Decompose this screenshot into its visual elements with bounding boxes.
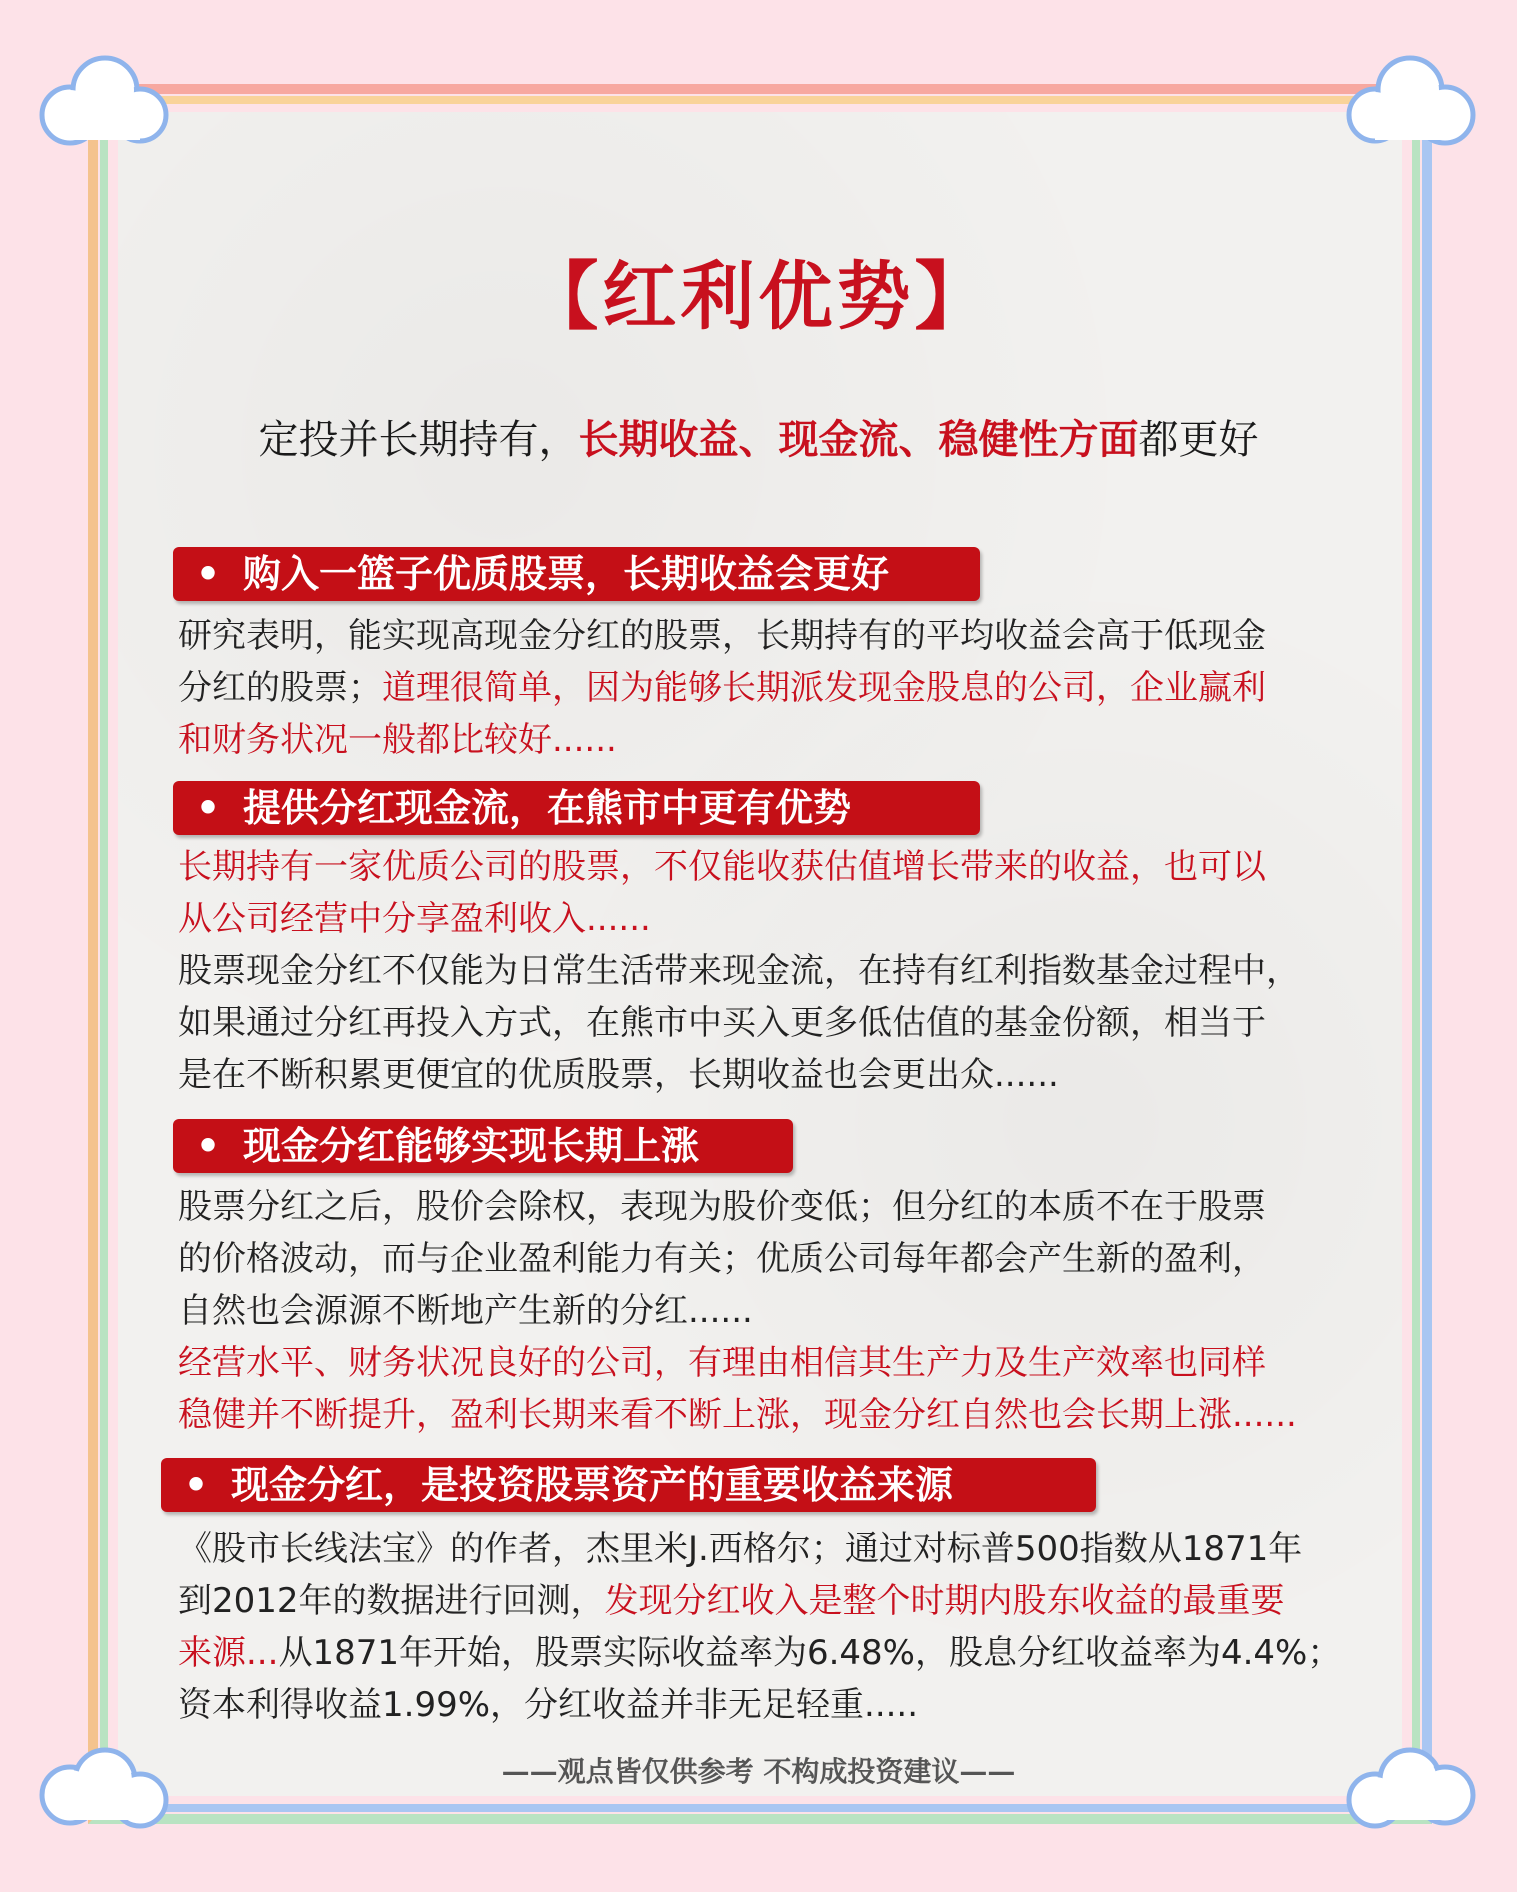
subtitle-text: 都更好 [1138, 417, 1259, 463]
section-body [178, 610, 1266, 766]
body-text: 《股市长线法宝》的作者，杰里米J.西格尔；通过对标普500指数从1871年 [178, 1529, 1303, 1569]
body-text: 从1871年开始，股票实际收益率为6.48%，股息分红收益率为4.4%； [278, 1633, 1342, 1673]
heading-text: 现金分红，是投资股票资产的重要收益来源 [231, 1462, 954, 1507]
section-body [178, 1523, 1341, 1731]
body-line [178, 714, 1266, 766]
body-text: 到2012年的数据进行回测， [178, 1581, 605, 1621]
highlight-text: 稳健并不断提升，盈利长期来看不断上涨，现金分红自然也会长期上涨...... [178, 1395, 1297, 1435]
section-heading [173, 547, 980, 601]
section-heading [173, 781, 980, 835]
body-line [178, 610, 1266, 662]
body-line [178, 1049, 1300, 1101]
bullet-icon: • [195, 551, 221, 596]
body-text: 资本利得收益1.99%，分红收益并非无足轻重..... [178, 1685, 919, 1725]
body-line [178, 945, 1300, 997]
body-line [178, 1337, 1297, 1389]
body-line [178, 1181, 1297, 1233]
body-line [178, 1679, 1341, 1731]
body-line [178, 997, 1300, 1049]
body-line [178, 841, 1300, 893]
heading-text: 购入一篮子优质股票，长期收益会更好 [243, 551, 890, 596]
body-line [178, 1233, 1297, 1285]
section-heading [173, 1119, 793, 1173]
heading-text: 提供分红现金流，在熊市中更有优势 [243, 785, 852, 830]
bullet-icon: • [183, 1462, 209, 1507]
body-text: 分红的股票； [178, 668, 382, 708]
body-line [178, 1389, 1297, 1441]
highlight-text: 发现分红收入是整个时期内股东收益的最重要 [604, 1581, 1285, 1621]
body-text: 自然也会源源不断地产生新的分红...... [178, 1291, 753, 1331]
body-text: 如果通过分红再投入方式，在熊市中买入更多低估值的基金份额，相当于 [178, 1003, 1266, 1043]
highlight-text: 经营水平、财务状况良好的公司，有理由相信其生产力及生产效率也同样 [178, 1343, 1266, 1383]
subtitle [0, 408, 1517, 465]
highlight-text: 从公司经营中分享盈利收入...... [178, 899, 651, 939]
body-text: 是在不断积累更便宜的优质股票，长期收益也会更出众...... [178, 1055, 1059, 1095]
body-line [178, 1627, 1341, 1679]
section-body [178, 841, 1300, 1101]
section-heading [161, 1458, 1096, 1512]
body-text: 研究表明，能实现高现金分红的股票，长期持有的平均收益会高于低现金 [178, 616, 1266, 656]
body-text: 股票分红之后，股价会除权，表现为股价变低；但分红的本质不在于股票 [178, 1187, 1266, 1227]
heading-text: 现金分红能够实现长期上涨 [243, 1123, 700, 1168]
disclaimer-footer: ——观点皆仅供参考 不构成投资建议—— [501, 1755, 1016, 1788]
section-body [178, 1181, 1297, 1441]
highlight-text: 和财务状况一般都比较好...... [178, 720, 617, 760]
page-title: 【红利优势】 [524, 254, 993, 340]
bullet-icon: • [195, 785, 221, 830]
highlight-text: 道理很简单，因为能够长期派发现金股息的公司，企业赢利 [382, 668, 1266, 708]
body-line [178, 1523, 1341, 1575]
cloud-icon [30, 45, 180, 155]
body-text: 股票现金分红不仅能为日常生活带来现金流，在持有红利指数基金过程中， [178, 951, 1300, 991]
cloud-icon [1335, 45, 1485, 155]
body-line [178, 1575, 1341, 1627]
body-line [178, 893, 1300, 945]
subtitle-text: 定投并长期持有， [258, 417, 579, 463]
highlight-text: 长期持有一家优质公司的股票，不仅能收获估值增长带来的收益，也可以 [178, 847, 1266, 887]
body-text: 的价格波动，而与企业盈利能力有关；优质公司每年都会产生新的盈利， [178, 1239, 1266, 1279]
highlight-text: 来源... [178, 1633, 279, 1673]
body-line [178, 662, 1266, 714]
bullet-icon: • [195, 1123, 221, 1168]
subtitle-highlight: 长期收益、现金流、稳健性方面 [578, 417, 1139, 463]
body-line [178, 1285, 1297, 1337]
